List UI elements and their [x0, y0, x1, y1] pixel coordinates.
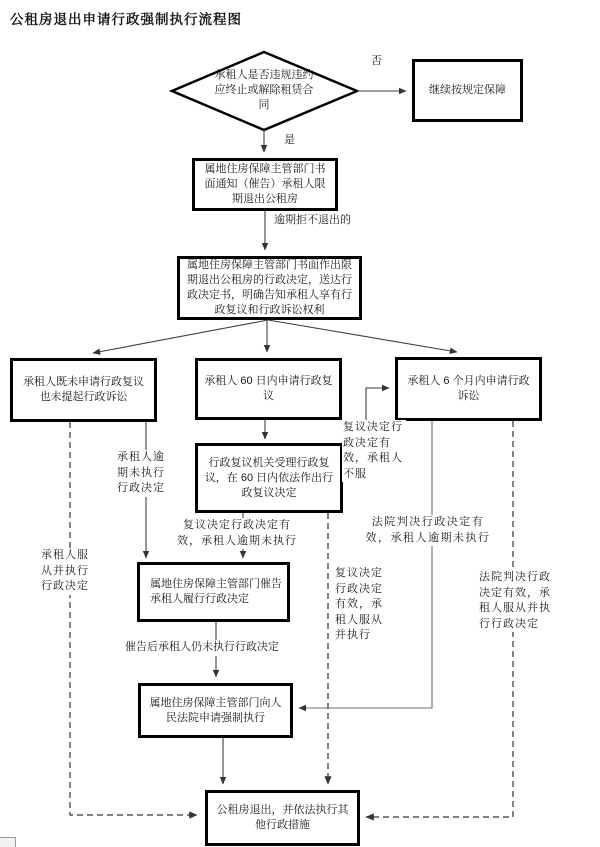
edge-label-tenant-overdue: 承租人逾期未执行行政决定 — [116, 450, 170, 497]
node-exit-house: 公租房退出，并依法执行其他行政措施 — [205, 790, 360, 846]
node-continue-guarantee: 继续按规定保障 — [412, 59, 523, 122]
edge-label-after-urge-nonperform: 催告后承租人仍未执行行政决定 — [124, 640, 280, 656]
edge-label-overdue-refuse: 逾期拒不退出的 — [273, 213, 352, 229]
edge-label-review-valid-overdue: 复议决定行政决定有效，承租人逾期未执行 — [176, 518, 298, 549]
node-neither-applied: 承租人既未申请行政复议也未提起行政诉讼 — [10, 358, 157, 422]
node-apply-review: 承租人 60 日内申请行政复议 — [195, 358, 342, 420]
edge-label-no: 否 — [370, 54, 383, 70]
node-urge-perform: 属地住房保障主管部门催告承租人履行行政决定 — [137, 562, 290, 622]
node-apply-lawsuit: 承租人 6 个月内申请行政诉讼 — [395, 357, 542, 421]
decision-node-label: 承租人是否违规违约应终止或解除租赁合同 — [214, 69, 314, 111]
page-corner-artifact — [0, 837, 16, 847]
edge-label-court-valid-overdue: 法院判决行政决定有效，承租人逾期未执行 — [364, 515, 492, 546]
edge-label-review-valid-comply: 复议决定行政决定有效，承租人服从并执行 — [334, 566, 386, 644]
node-review-organ: 行政复议机关受理行政复议，在 60 日内依法作出行政复议决定 — [195, 443, 343, 513]
edge-label-tenant-comply: 承租人服从并执行行政决定 — [40, 548, 94, 595]
node-written-notice: 属地住房保障主管部门书面通知（催告）承租人限期退出公租房 — [192, 158, 338, 211]
edge-label-court-valid-comply: 法院判决行政决定有效，承租人服从并执行行政决定 — [478, 570, 552, 632]
page-title: 公租房退出申请行政强制执行流程图 — [10, 12, 242, 27]
edge-label-yes: 是 — [283, 133, 296, 149]
edge-label-review-valid-dissent: 复议决定行政决定有效，承租人不服 — [342, 420, 406, 482]
node-admin-decision: 属地住房保障主管部门书面作出限期退出公租房的行政决定，送达行政决定书，明确告知承租人享有行政复议和行政诉讼权利 — [177, 256, 362, 320]
node-apply-enforcement: 属地住房保障主管部门向人民法院申请强制执行 — [138, 683, 293, 738]
